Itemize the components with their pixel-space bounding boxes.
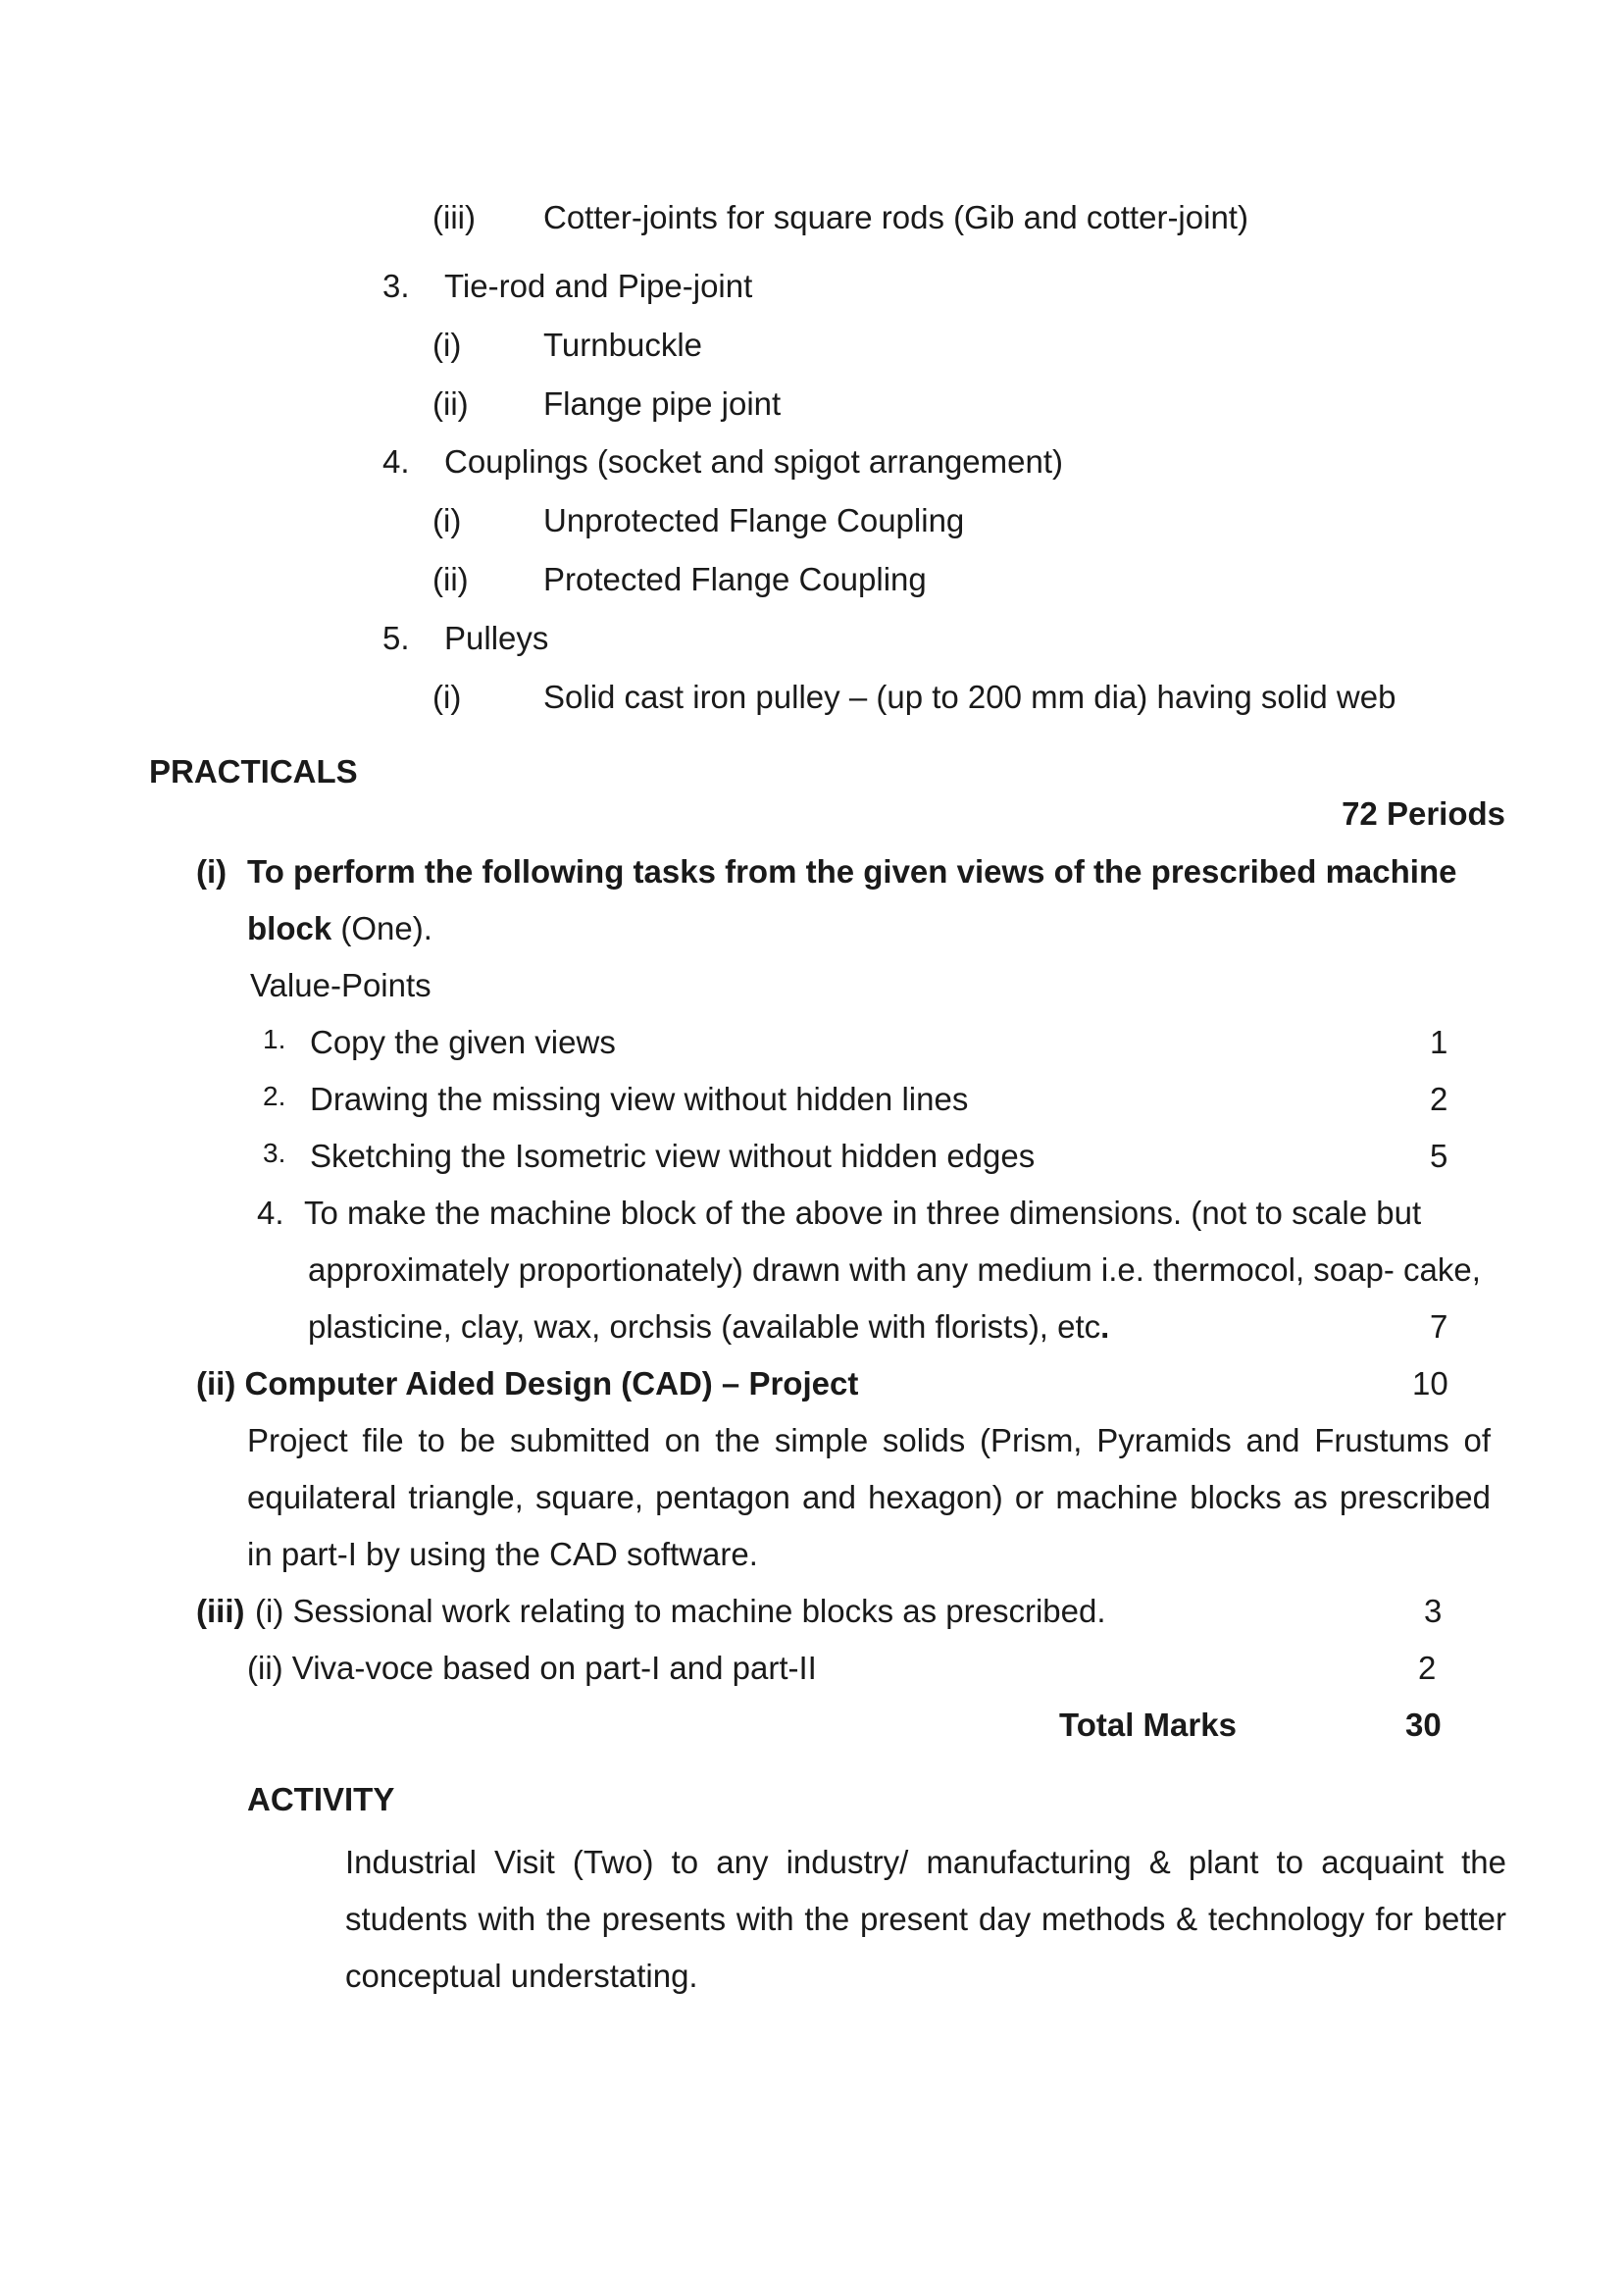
section-title-rest: (One).	[331, 910, 432, 946]
item-text: Couplings (socket and spigot arrangement)	[444, 443, 1064, 480]
item-number: (ii)	[432, 561, 469, 597]
section-label: (i)	[196, 853, 228, 890]
section-para-line3: in part-I by using the CAD software.	[247, 1536, 758, 1572]
task-points: 2	[1430, 1081, 1448, 1117]
task-number: 2.	[263, 1081, 286, 1111]
section-label: (iii)	[196, 1593, 245, 1629]
item-text: Flange pipe joint	[543, 385, 782, 422]
item-text: Protected Flange Coupling	[543, 561, 927, 597]
item-text: Tie-rod and Pipe-joint	[444, 268, 753, 304]
item-number: 4.	[382, 443, 410, 480]
total-value: 30	[1405, 1707, 1442, 1743]
practicals-heading: PRACTICALS	[149, 753, 358, 790]
item-text: Unprotected Flange Coupling	[543, 502, 965, 538]
task-number: 1.	[263, 1024, 286, 1054]
item-text: Cotter-joints for square rods (Gib and cotter-joint)	[543, 199, 1248, 235]
section-title: (ii) Computer Aided Design (CAD) – Project	[196, 1365, 859, 1402]
item-number: (ii)	[432, 385, 469, 422]
section-title-line1: To perform the following tasks from the given views of the prescribed machine	[247, 853, 1457, 890]
task-number: 3.	[263, 1138, 286, 1168]
task-points: 1	[1430, 1024, 1448, 1060]
task-text-line2: approximately proportionately) drawn with any medium i.e. thermocol, soap- cake,	[308, 1251, 1481, 1288]
section-title-line2	[247, 910, 432, 947]
item-number: 5.	[382, 620, 410, 656]
section-item-i-points: 3	[1424, 1593, 1443, 1629]
section-para-line2: equilateral triangle, square, pentagon and hexagon) or machine blocks as prescribed	[247, 1479, 1491, 1515]
item-number: (i)	[432, 679, 462, 715]
task-text-line3	[308, 1308, 1109, 1346]
section-title-bold: block	[247, 910, 332, 946]
item-number: (i)	[432, 327, 462, 363]
total-label: Total Marks	[1059, 1707, 1237, 1743]
item-number: (iii)	[432, 199, 476, 235]
item-number: 3.	[382, 268, 410, 304]
task-text-line1: To make the machine block of the above in three dimensions. (not to scale but	[304, 1195, 1422, 1231]
activity-heading: ACTIVITY	[247, 1781, 395, 1817]
activity-line1: Industrial Visit (Two) to any industry/ manufacturing & plant to acquaint the	[345, 1844, 1506, 1880]
task-number: 4.	[257, 1195, 284, 1231]
task-text-line3-end: .	[1100, 1308, 1110, 1345]
task-text: Sketching the Isometric view without hidden edges	[310, 1138, 1036, 1174]
item-text: Solid cast iron pulley – (up to 200 mm dia) having solid web	[543, 679, 1396, 715]
section-item-ii: (ii) Viva-voce based on part-I and part-II	[247, 1650, 817, 1686]
section-item-i: (i) Sessional work relating to machine blocks as prescribed.	[255, 1593, 1106, 1629]
task-text-line3-body: plasticine, clay, wax, orchsis (available with florists), etc	[308, 1308, 1101, 1345]
item-text: Pulleys	[444, 620, 549, 656]
practicals-periods: 72 Periods	[1342, 795, 1505, 832]
activity-line3: conceptual understating.	[345, 1958, 698, 1994]
item-text: Turnbuckle	[543, 327, 703, 363]
section-points: 10	[1412, 1365, 1448, 1402]
section-item-ii-points: 2	[1418, 1650, 1437, 1686]
section-para-line1: Project file to be submitted on the simple solids (Prism, Pyramids and Frustums of	[247, 1422, 1491, 1458]
task-points: 7	[1430, 1308, 1448, 1345]
value-points-label: Value-Points	[250, 967, 431, 1003]
task-text: Drawing the missing view without hidden lines	[310, 1081, 969, 1117]
activity-line2: students with the presents with the present day methods & technology for better	[345, 1901, 1506, 1937]
task-points: 5	[1430, 1138, 1448, 1174]
item-number: (i)	[432, 502, 462, 538]
task-text: Copy the given views	[310, 1024, 616, 1060]
